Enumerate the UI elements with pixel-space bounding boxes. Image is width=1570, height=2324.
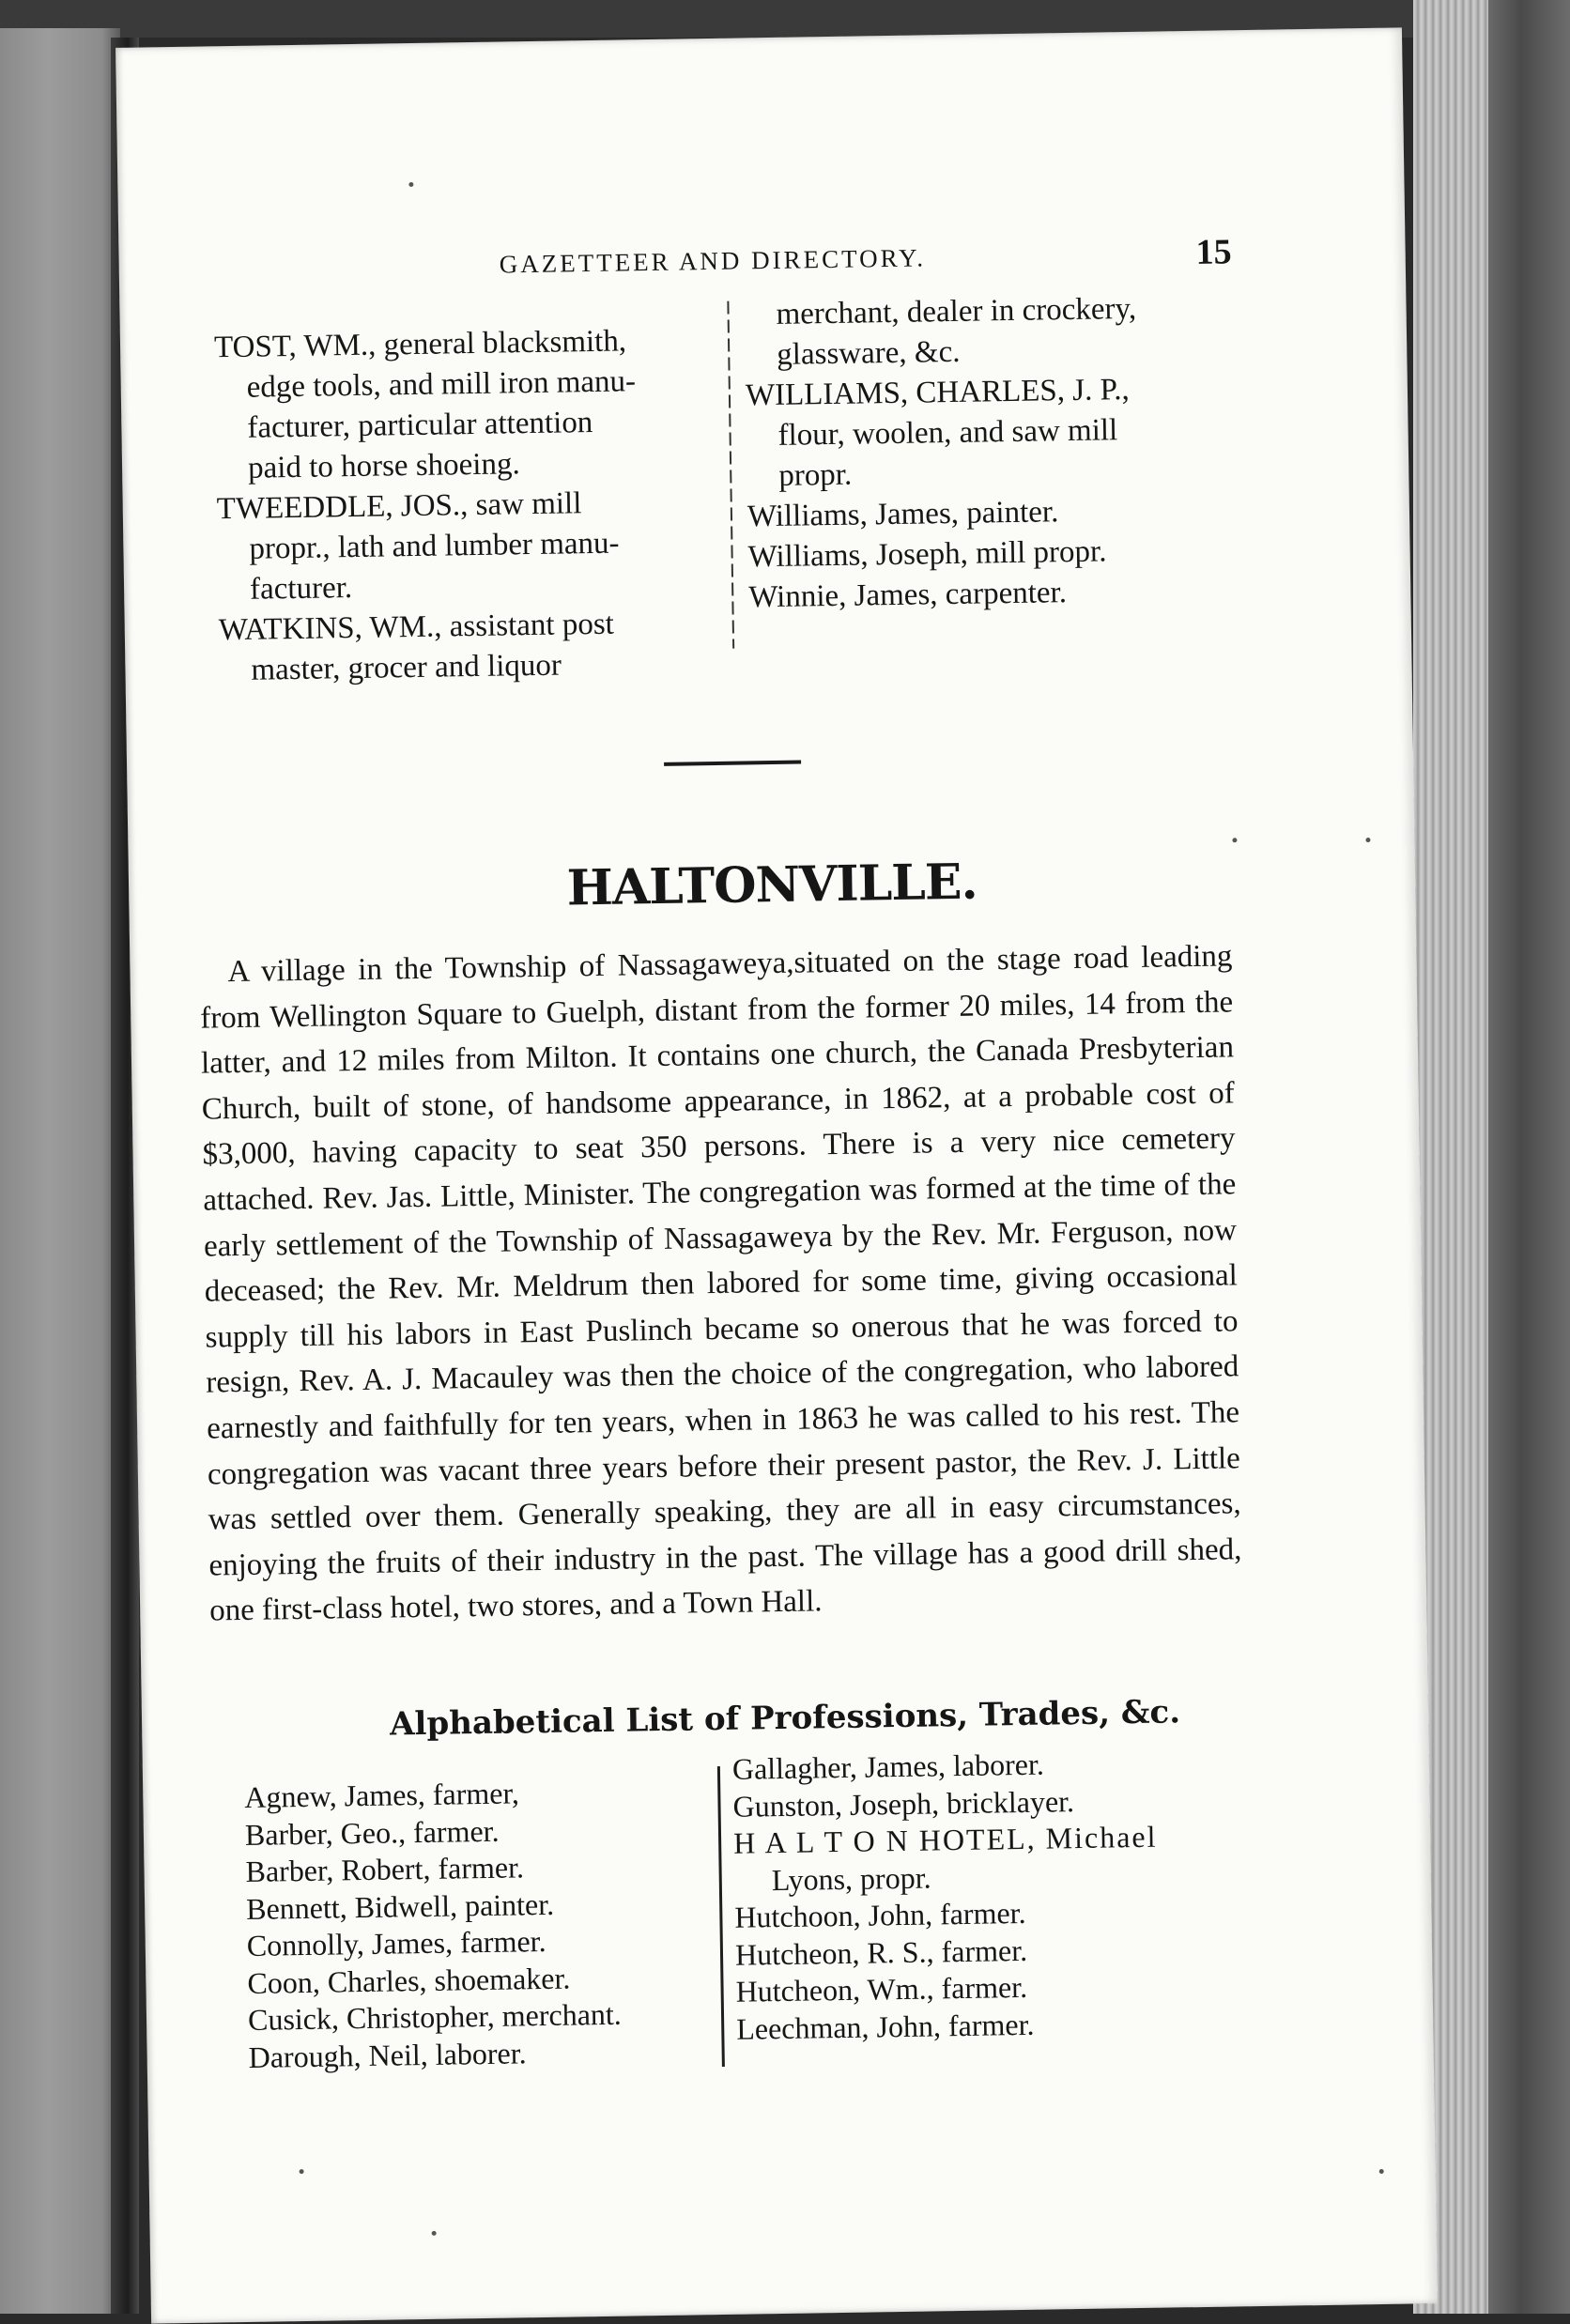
list-item: H A L T O N HOTEL, Michael [732, 1819, 1158, 1860]
paper-speck [1365, 838, 1370, 842]
entry-name: Winnie, James, carpenter. [748, 576, 1068, 615]
entry-name: Williams, James, painter. [747, 495, 1059, 534]
running-head: GAZETTEER AND DIRECTORY. [499, 243, 927, 279]
list-item: Cusick, Christopher, merchant. [247, 1996, 623, 2037]
directory-right-column [744, 287, 1274, 619]
list-item: Leechman, John, farmer. [735, 2007, 1035, 2046]
list-item: Hutcheon, Wm., farmer. [735, 1969, 1028, 2008]
trades-list-right [732, 1743, 1282, 2048]
list-item: Coon, Charles, shoemaker. [247, 1961, 571, 2000]
entry-name: WATKINS, WM., assistant post [218, 607, 615, 648]
entry-line: glassware, &c. [776, 334, 961, 372]
entry-line: master, grocer and liquor [251, 648, 562, 687]
directory-entry [214, 320, 724, 489]
list-item: Gallagher, James, laborer. [731, 1747, 1045, 1786]
facing-page-edge [0, 28, 120, 2314]
directory-entry [748, 570, 1275, 619]
list-item: Lyons, propr. [771, 1860, 931, 1897]
list-column-divider [717, 1766, 725, 2067]
list-item: Gunston, Joseph, bricklayer. [732, 1783, 1075, 1824]
paragraph-text: A village in the Township of Nassagaweya,situated on the stage road leading from Wellington Square to Guelph, distant from the former 20 miles, 14 from the latter, and 12 miles from Milton. It contains one church, the Canada Presbyterian Church, built of stone, of handsome appearance, in 1862, at a probable cost of $3,000, having capacity to seat 350 persons. There is a very nice cemetery attached. Rev. Jas. Little, Minister. The congregation was formed at the time of the early settlement of the Township of Nassagaweya by the Rev. Mr. Ferguson, now deceased; the Rev. Mr. Meldrum then labored for some time, giving occasional supply till his labors in East Puslinch became so onerous that he was forced to resign, Rev. A. J. Macauley was then the choice of the congregation, who labored earnestly and faithfully for ten years, when in 1863 he was called to his rest. The congregation was vacant three years before their present pastor, the Rev. J. Little was settled over them. Generally speaking, they are all in easy circumstances, enjoying the fruits of their industry in the past. The village has a good drill shed, one first-class hotel, two stores, and a Town Hall. [200, 939, 1242, 1628]
directory-entry [746, 368, 1273, 498]
list-heading: Alphabetical List of Professions, Trades, &c. [389, 1693, 1181, 1744]
list-item: Barber, Robert, farmer. [245, 1850, 525, 1888]
book-page [115, 27, 1438, 2323]
list-item: Darough, Neil, laborer. [248, 2035, 527, 2074]
entry-name: TOST, WM., general blacksmith, [213, 324, 627, 365]
section-paragraph [199, 933, 1242, 1634]
entry-name: WILLIAMS, CHARLES, J. P., [745, 372, 1131, 413]
list-item: Bennett, Bidwell, painter. [245, 1886, 555, 1926]
entry-line: facturer, particular attention [247, 405, 593, 445]
paper-speck [300, 2169, 304, 2174]
directory-entry [218, 603, 726, 691]
entry-line: propr. [778, 457, 853, 493]
directory-left-column [214, 320, 727, 691]
list-item: Barber, Geo., farmer. [244, 1813, 500, 1852]
paper-speck [432, 2231, 437, 2236]
directory-entry [744, 287, 1270, 377]
entry-line: flour, woolen, and saw mill [777, 413, 1118, 453]
column-divider [727, 301, 734, 649]
entry-name: TWEEDDLE, JOS., saw mill [216, 486, 582, 527]
entry-line: merchant, dealer in crockery, [776, 291, 1137, 331]
list-item: Hutcheon, R. S., farmer. [734, 1932, 1028, 1972]
paper-speck [1232, 838, 1237, 842]
section-divider [664, 761, 801, 766]
paper-speck [1379, 2169, 1384, 2174]
list-item: Connolly, James, farmer. [246, 1923, 546, 1962]
entry-line: propr., lath and lumber manu- [249, 526, 620, 566]
list-item: Hutchoon, John, farmer. [734, 1895, 1026, 1934]
list-item: Agnew, James, farmer, [244, 1776, 520, 1814]
section-title: HALTONVILLE. [566, 853, 978, 917]
directory-entry [216, 482, 725, 610]
entry-name: Williams, Joseph, mill propr. [747, 534, 1107, 575]
page-number: 15 [1195, 232, 1232, 272]
book-cover-edge [1488, 0, 1570, 2314]
entry-line: facturer. [249, 571, 353, 607]
entry-line: paid to horse shoeing. [247, 447, 520, 485]
entry-line: edge tools, and mill iron manu- [246, 364, 637, 405]
trades-list-left [244, 1773, 690, 2076]
paper-speck [408, 182, 413, 187]
